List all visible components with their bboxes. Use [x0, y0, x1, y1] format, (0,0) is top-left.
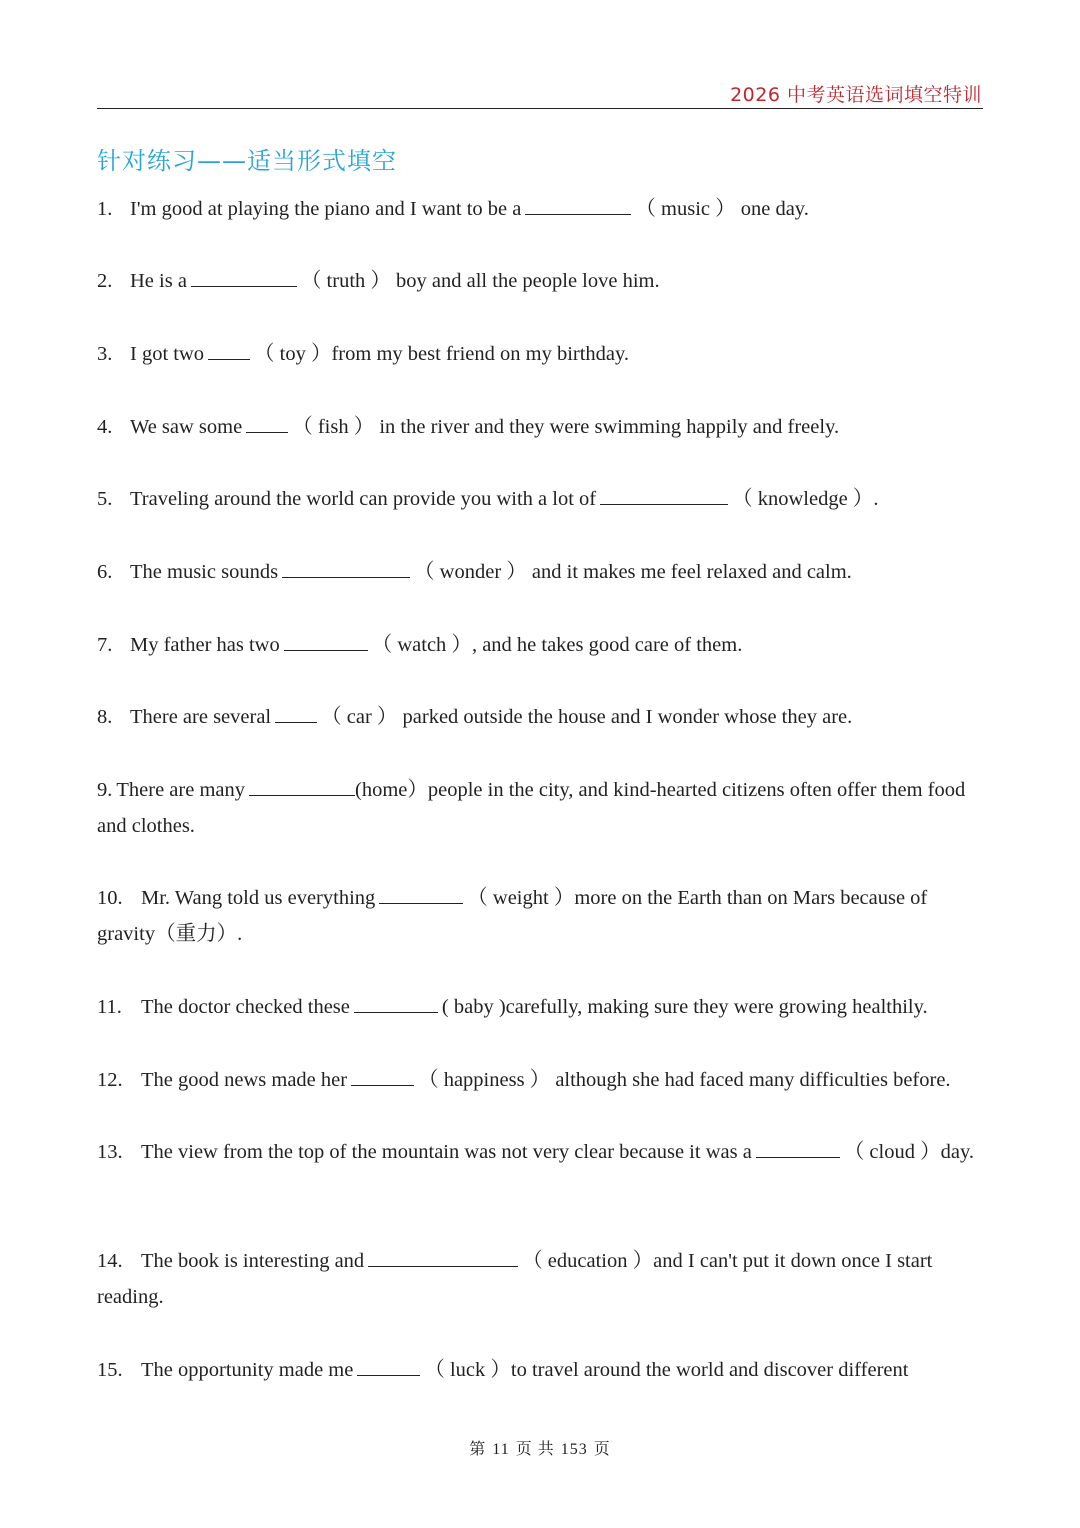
question-number: 10.	[97, 887, 123, 909]
question-3: 3. I got two （ toy ）from my best friend on my birthday.	[97, 336, 983, 372]
question-number: 7.	[97, 634, 113, 656]
question-14: 14. The book is interesting and （ education ）and I can't put it down once I start reading.	[97, 1243, 983, 1315]
question-number: 8.	[97, 706, 113, 728]
answer-blank[interactable]	[351, 1065, 414, 1086]
question-4: 4. We saw some （ fish ） in the river and they were swimming happily and freely.	[97, 409, 983, 445]
answer-blank[interactable]	[275, 702, 317, 723]
question-number: 13.	[97, 1141, 123, 1163]
header-divider	[97, 108, 983, 109]
answer-blank[interactable]	[379, 883, 463, 904]
question-9: 9. There are many (home）people in the city, and kind-hearted citizens often offer them food and clothes.	[97, 772, 983, 844]
question-number: 5.	[97, 488, 113, 510]
question-5: 5. Traveling around the world can provide you with a lot of （ knowledge ）.	[97, 481, 983, 517]
answer-blank[interactable]	[249, 775, 355, 796]
answer-blank[interactable]	[357, 1355, 420, 1376]
question-number: 11.	[97, 996, 122, 1018]
question-number: 3.	[97, 343, 113, 365]
total-pages: 153	[560, 1441, 588, 1458]
answer-blank[interactable]	[282, 557, 410, 578]
answer-blank[interactable]	[354, 992, 438, 1013]
section-title: 针对练习——适当形式填空	[97, 147, 397, 175]
question-7: 7. My father has two （ watch ）, and he takes good care of them.	[97, 627, 983, 663]
answer-blank[interactable]	[600, 484, 728, 505]
question-number: 2.	[97, 270, 113, 292]
question-6: 6. The music sounds （ wonder ） and it makes me feel relaxed and calm.	[97, 554, 983, 590]
question-13: 13. The view from the top of the mountain was not very clear because it was a （ cloud ）day.	[97, 1134, 983, 1170]
question-8: 8. There are several （ car ） parked outside the house and I wonder whose they are.	[97, 699, 983, 735]
header-title: 2026 中考英语选词填空特训	[730, 84, 982, 106]
question-2: 2. He is a （ truth ） boy and all the people love him.	[97, 263, 983, 299]
answer-blank[interactable]	[756, 1137, 840, 1158]
question-number: 1.	[97, 198, 113, 220]
question-number: 4.	[97, 416, 113, 438]
question-number: 9.	[97, 779, 113, 801]
question-number: 12.	[97, 1069, 123, 1091]
question-15: 15. The opportunity made me （ luck ）to travel around the world and discover different	[97, 1352, 983, 1388]
question-12: 12. The good news made her （ happiness ） although she had faced many difficulties before.	[97, 1062, 983, 1098]
answer-blank[interactable]	[208, 339, 250, 360]
answer-blank[interactable]	[284, 630, 368, 651]
answer-blank[interactable]	[525, 194, 631, 215]
question-number: 14.	[97, 1250, 123, 1272]
answer-blank[interactable]	[368, 1246, 518, 1267]
current-page-number: 11	[492, 1441, 510, 1458]
question-number: 6.	[97, 561, 113, 583]
answer-blank[interactable]	[191, 266, 297, 287]
question-11: 11. The doctor checked these ( baby )carefully, making sure they were growing healthily.	[97, 989, 983, 1025]
question-10: 10. Mr. Wang told us everything （ weight ）more on the Earth than on Mars because of gravity（重力）.	[97, 880, 983, 952]
question-number: 15.	[97, 1359, 123, 1381]
question-1: 1. I'm good at playing the piano and I want to be a （ music ） one day.	[97, 191, 983, 227]
page-footer: 第 11 页 共 153 页	[469, 1441, 611, 1458]
answer-blank[interactable]	[246, 412, 288, 433]
